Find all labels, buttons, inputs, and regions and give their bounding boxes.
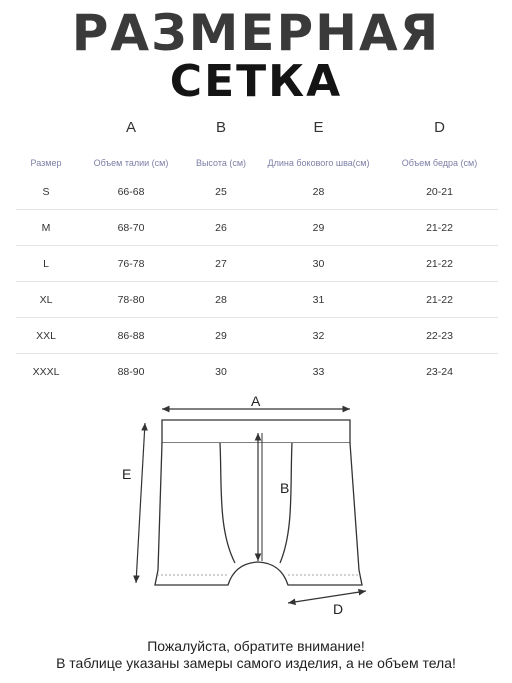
hip-cell: 21-22 <box>381 282 498 318</box>
title-line-1: РАЗМЕРНАЯ <box>71 4 441 62</box>
letter-cell: B <box>215 118 226 136</box>
column-header: Размер <box>30 158 62 168</box>
height-cell: 29 <box>186 318 256 354</box>
boxer-briefs-diagram <box>110 385 400 620</box>
waist-cell: 68-70 <box>76 210 186 246</box>
header-row <box>16 136 498 174</box>
column-header: Объем бедра (см) <box>401 158 478 168</box>
table-row <box>16 354 498 390</box>
side-seam-cell: 31 <box>256 282 381 318</box>
waistband-shape <box>162 420 350 443</box>
table-row <box>16 210 498 246</box>
side-seam-cell: 33 <box>312 365 325 378</box>
table-row <box>16 174 498 210</box>
letter-cell: D <box>434 118 445 136</box>
table-row <box>16 282 498 318</box>
side-seam-cell: 28 <box>256 174 381 210</box>
letter-cell: E <box>313 118 324 136</box>
side-seam-cell: 30 <box>256 246 381 282</box>
height-cell: 25 <box>186 174 256 210</box>
height-cell: 28 <box>186 282 256 318</box>
side-seam-cell: 29 <box>256 210 381 246</box>
letter-cell <box>16 118 76 136</box>
size-cell: XXXL <box>32 365 60 378</box>
size-cell: L <box>16 246 76 282</box>
waist-cell: 78-80 <box>76 282 186 318</box>
size-table <box>16 118 498 389</box>
table-row <box>16 318 498 354</box>
height-cell: 30 <box>215 365 227 378</box>
label-e: E <box>122 466 132 482</box>
hip-cell: 23-24 <box>426 365 453 378</box>
waist-cell: 66-68 <box>76 174 186 210</box>
column-header: Объем талии (см) <box>93 158 169 168</box>
measure-d-arrow <box>288 591 366 603</box>
note-line-2: В таблице указаны замеры самого изделия, а не объем тела! <box>56 655 456 671</box>
hip-cell: 21-22 <box>381 210 498 246</box>
waist-cell: 88-90 <box>117 365 145 378</box>
height-cell: 26 <box>186 210 256 246</box>
waist-cell: 76-78 <box>76 246 186 282</box>
hip-cell: 21-22 <box>381 246 498 282</box>
label-d: D <box>333 601 344 617</box>
column-header: Высота (см) <box>195 158 247 168</box>
column-header: Длина бокового шва(см) <box>267 158 370 168</box>
hip-cell: 20-21 <box>381 174 498 210</box>
side-seam-cell: 32 <box>256 318 381 354</box>
note-line-1: Пожалуйста, обратите внимание! <box>147 638 365 654</box>
letter-row <box>16 118 498 136</box>
height-cell: 27 <box>186 246 256 282</box>
letter-cell: A <box>125 118 136 136</box>
hip-cell: 22-23 <box>381 318 498 354</box>
size-cell: S <box>16 174 76 210</box>
label-a: A <box>251 393 261 409</box>
size-cell: XL <box>16 282 76 318</box>
title-line-2: СЕТКА <box>169 56 343 107</box>
table-row <box>16 246 498 282</box>
size-cell: XXL <box>16 318 76 354</box>
size-cell: M <box>16 210 76 246</box>
label-b: B <box>280 480 290 496</box>
measure-e-arrow <box>136 423 145 583</box>
waist-cell: 86-88 <box>76 318 186 354</box>
